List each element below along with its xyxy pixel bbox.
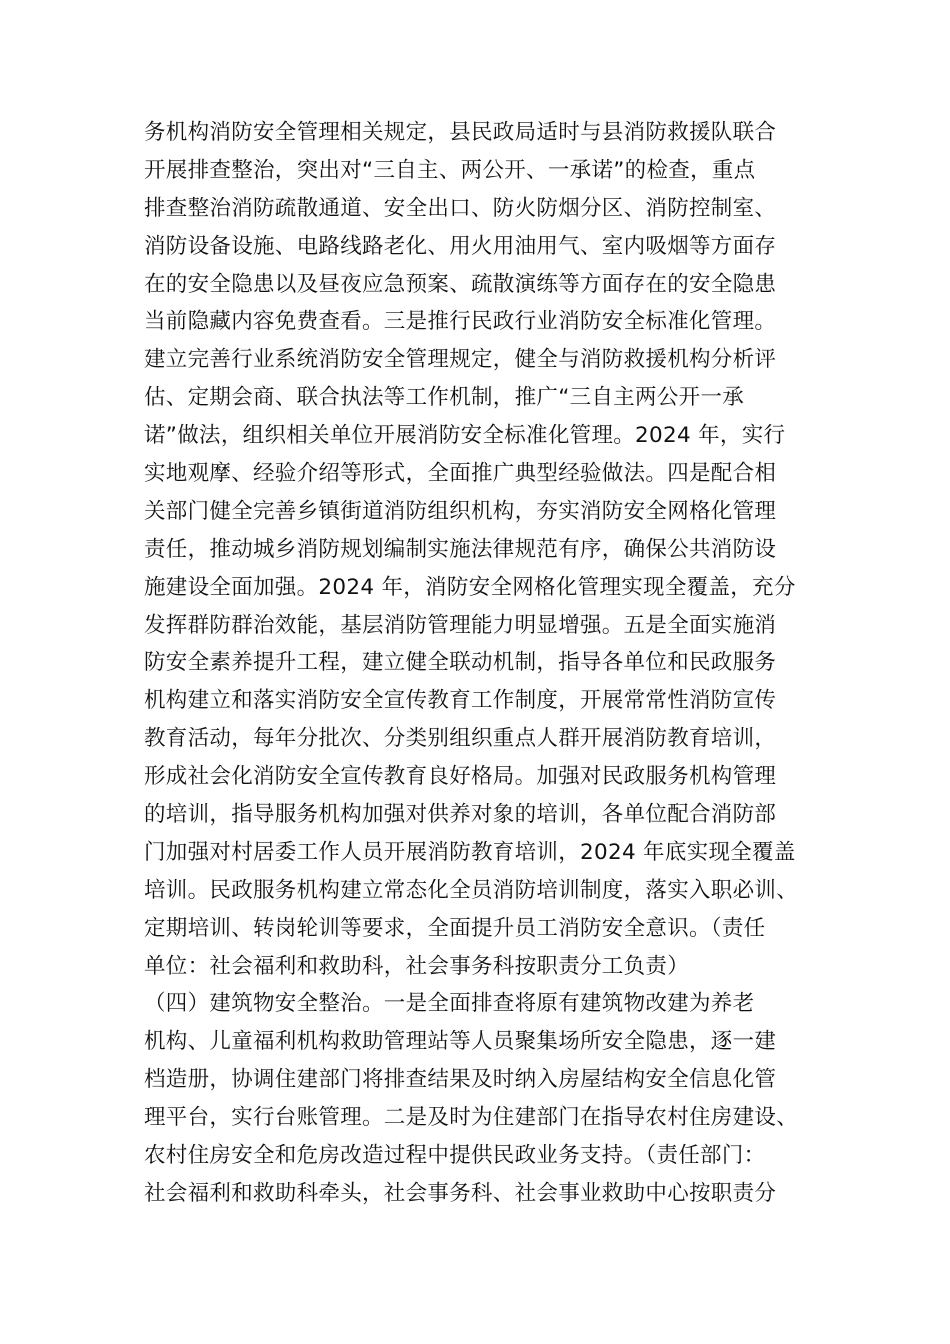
text-line: 防安全素养提升工程，建立健全联动机制，指导各单位和民政服务 [144,650,777,676]
text-line: 理平台，实行台账管理。二是及时为住建部门在指导农村住房建设、 [144,1105,799,1131]
text-line: 教育活动，每年分批次、分类别组织重点人群开展消防教育培训， [144,726,777,752]
text-line: 排查整治消防疏散通道、安全出口、防火防烟分区、消防控制室、 [144,195,777,221]
text-line: 估、定期会商、联合执法等工作机制，推广“三自主两公开一承 [144,385,745,411]
body-text [144,114,824,1213]
text-line: 在的安全隐患以及昼夜应急预案、疏散演练等方面存在的安全隐患 [144,271,777,297]
text-line: 发挥群防群治效能，基层消防管理能力明显增强。五是全面实施消 [144,612,777,638]
text-line: 机构、儿童福利机构救助管理站等人员聚集场所安全隐患，逐一建 [144,1029,777,1055]
text-line: 的培训，指导服务机构加强对供养对象的培训，各单位配合消防部 [144,802,777,828]
text-line: 诺”做法，组织相关单位开展消防安全标准化管理。2024 年，实行 [144,423,786,449]
text-line: 档造册，协调住建部门将排查结果及时纳入房屋结构安全信息化管 [144,1067,777,1093]
text-line: 单位：社会福利和救助科，社会事务科按职责分工负责） [144,953,690,979]
text-line: 当前隐藏内容免费查看。三是推行民政行业消防安全标准化管理。 [144,309,777,335]
text-line: 机构建立和落实消防安全宣传教育工作制度，开展常常性消防宣传 [144,688,777,714]
text-line: 形成社会化消防安全宣传教育良好格局。加强对民政服务机构管理 [144,764,777,790]
text-line: 农村住房安全和危房改造过程中提供民政业务支持。（责任部门： [144,1143,766,1169]
text-line: 责任，推动城乡消防规划编制实施法律规范有序，确保公共消防设 [144,536,777,562]
text-line: 实地观摩、经验介绍等形式，全面推广典型经验做法。四是配合相 [144,461,777,487]
text-line: 门加强对村居委工作人员开展消防教育培训，2024 年底实现全覆盖 [144,839,796,865]
text-line: 关部门健全完善乡镇街道消防组织机构，夯实消防安全网格化管理 [144,498,777,524]
text-line: 定期培训、转岗轮训等要求，全面提升员工消防安全意识。（责任 [144,915,766,941]
text-line: 建立完善行业系统消防安全管理规定，健全与消防救援机构分析评 [144,347,777,373]
text-line: 培训。民政服务机构建立常态化全员消防培训制度，落实入职必训、 [144,877,799,903]
text-line: 社会福利和救助科牵头，社会事务科、社会事业救助中心按职责分 [144,1180,777,1206]
text-line: 消防设备设施、电路线路老化、用火用油用气、室内吸烟等方面存 [144,233,777,259]
text-line: 开展排查整治，突出对“三自主、两公开、一承诺”的检查，重点 [144,157,756,183]
text-line: 务机构消防安全管理相关规定，县民政局适时与县消防救援队联合 [144,120,777,145]
text-line: （四）建筑物安全整治。一是全面排查将原有建筑物改建为养老 [144,991,755,1017]
text-line: 施建设全面加强。2024 年，消防安全网格化管理实现全覆盖，充分 [144,574,796,600]
